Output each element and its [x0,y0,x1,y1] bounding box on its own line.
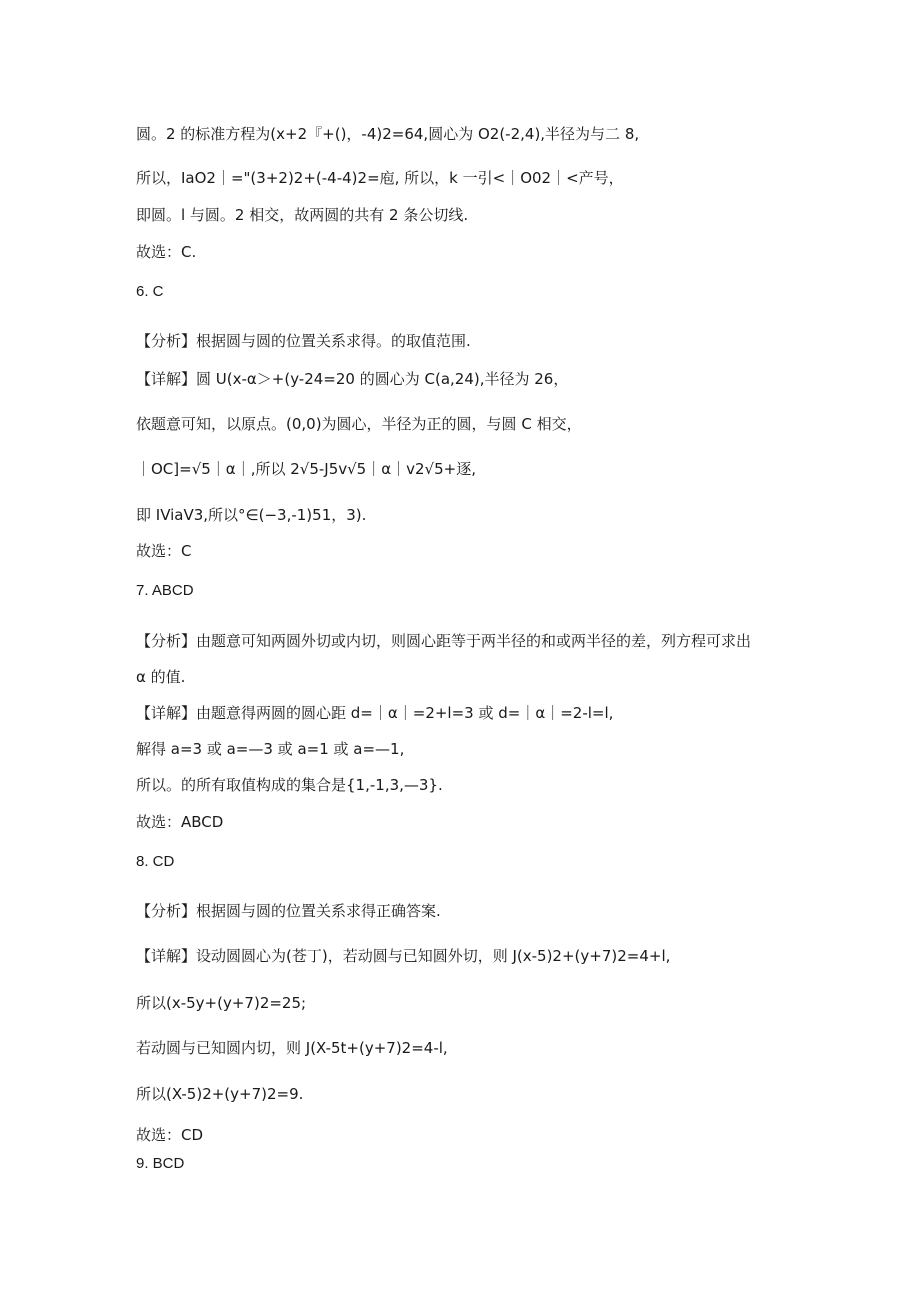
text-line-9: ｜OC]=√5｜α｜,所以 2√5-J5v√5｜α｜v2√5+逐, [136,460,476,478]
text-line-4: 故选：C. [136,243,197,261]
text-line-15: 【详解】由题意得两圆的圆心距 d=｜α｜=2+l=3 或 d=｜α｜=2-l=l, [136,704,614,722]
answer-8-heading: 8. CD [136,853,175,870]
text-line-22: 所以(x-5y+(y+7)2=25; [136,994,307,1012]
text-line-8: 依题意可知，以原点。(0,0)为圆心，半径为正的圆，与圆 C 相交， [136,415,582,433]
text-line-6: 【分析】根据圆与圆的位置关系求得。的取值范围. [136,332,471,350]
text-line-24: 所以(X-5)2+(y+7)2=9. [136,1085,304,1103]
text-line-18: 故选：ABCD [136,813,224,831]
text-line-25: 故选：CD [136,1126,204,1144]
text-line-20: 【分析】根据圆与圆的位置关系求得正确答案. [136,902,441,920]
text-line-13: 【分析】由题意可知两圆外切或内切，则圆心距等于两半径的和或两半径的差，列方程可求出 [136,632,752,650]
text-line-7: 【详解】圆 U(x-α＞+(y-24=20 的圆心为 C(a,24),半径为 26， [136,370,569,388]
text-line-10: 即 IViaV3,所以°∈(−3,-1)51，3). [136,506,367,524]
answer-6-heading: 6. C [136,283,164,300]
text-line-17: 所以。的所有取值构成的集合是{1,-1,3,—3}. [136,776,443,794]
text-line-2: 所以，IaO2｜="(3+2)2+(-4-4)2=庖, 所以，k 一引<｜O02｜<产号， [136,169,624,187]
text-line-3: 即圆。l 与圆。2 相交，故两圆的共有 2 条公切线. [136,206,469,224]
text-line-14: α 的值. [136,668,186,686]
text-line-1: 圆。2 的标准方程为(x+2『+()，-4)2=64,圆心为 O2(-2,4),半径为与二 8, [136,125,640,143]
text-line-11: 故选：C [136,542,192,560]
answer-9-heading: 9. BCD [136,1155,185,1172]
text-line-16: 解得 a=3 或 a=—3 或 a=1 或 a=—1, [136,740,405,758]
answer-7-heading: 7. ABCD [136,582,194,599]
text-line-23: 若动圆与已知圆内切，则 J(X-5t+(y+7)2=4-l, [136,1039,448,1057]
text-line-21: 【详解】设动圆圆心为(苍丁)，若动圆与已知圆外切，则 J(x-5)2+(y+7)2=4+l, [136,947,671,965]
